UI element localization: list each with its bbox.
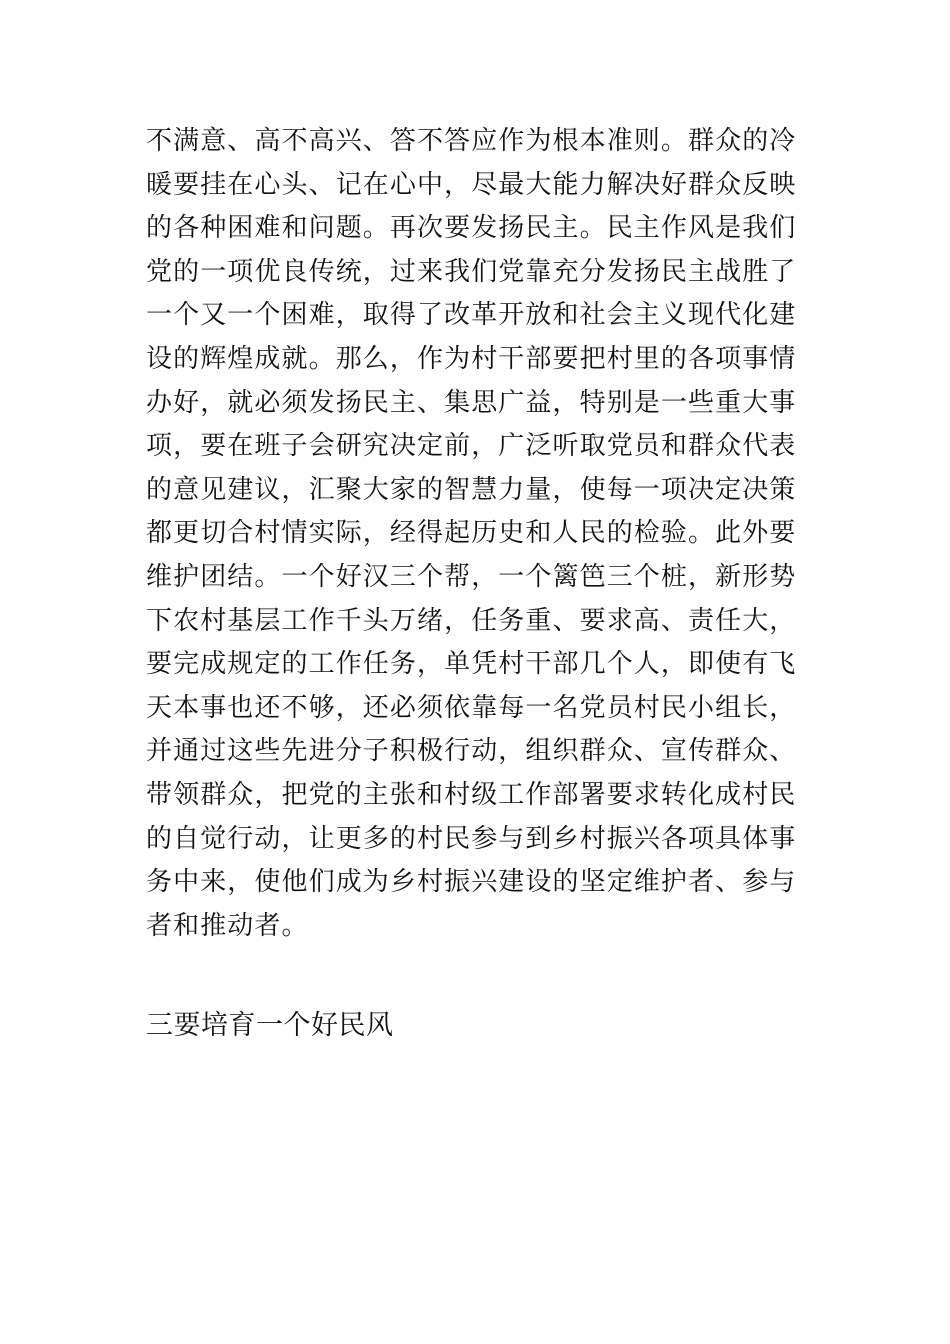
body-paragraph bbox=[146, 120, 814, 948]
section-heading: 三要培育一个好民风 bbox=[146, 1010, 394, 1041]
paragraph-line: 的各种困难和问题。再次要发扬民主。民主作风是我们 bbox=[146, 213, 797, 244]
paragraph-line: 一个又一个困难，取得了改革开放和社会主义现代化建 bbox=[146, 300, 797, 331]
paragraph-line: 的意见建议，汇聚大家的智慧力量，使每一项决定决策 bbox=[146, 474, 797, 505]
paragraph-line: 不满意、高不高兴、答不答应作为根本准则。群众的冷 bbox=[146, 126, 797, 156]
paragraph-line: 要完成规定的工作任务，单凭村干部几个人，即使有飞 bbox=[146, 649, 797, 680]
paragraph-line: 者和推动者。 bbox=[146, 910, 309, 941]
paragraph-line: 带领群众，把党的主张和村级工作部署要求转化成村民 bbox=[146, 779, 797, 810]
paragraph-line: 项，要在班子会研究决定前，广泛听取党员和群众代表 bbox=[146, 431, 797, 462]
paragraph-line: 党的一项优良传统，过来我们党靠充分发扬民主战胜了 bbox=[146, 256, 797, 287]
paragraph-line: 的自觉行动，让更多的村民参与到乡村振兴各项具体事 bbox=[146, 823, 797, 854]
paragraph-line: 务中来，使他们成为乡村振兴建设的坚定维护者、参与 bbox=[146, 867, 797, 898]
paragraph-line: 下农村基层工作千头万绪，任务重、要求高、责任大， bbox=[146, 605, 797, 636]
paragraph-line: 维护团结。一个好汉三个帮，一个篱笆三个桩，新形势 bbox=[146, 561, 797, 592]
paragraph-line: 都更切合村情实际，经得起历史和人民的检验。此外要 bbox=[146, 518, 797, 549]
paragraph-line: 天本事也还不够，还必须依靠每一名党员村民小组长， bbox=[146, 692, 797, 723]
paragraph-line: 设的辉煌成就。那么，作为村干部要把村里的各项事情 bbox=[146, 343, 797, 374]
paragraph-line: 办好，就必须发扬民主、集思广益，特别是一些重大事 bbox=[146, 387, 797, 418]
paragraph-line: 并通过这些先进分子积极行动，组织群众、宣传群众、 bbox=[146, 736, 797, 767]
paragraph-line: 暖要挂在心头、记在心中，尽最大能力解决好群众反映 bbox=[146, 169, 797, 200]
